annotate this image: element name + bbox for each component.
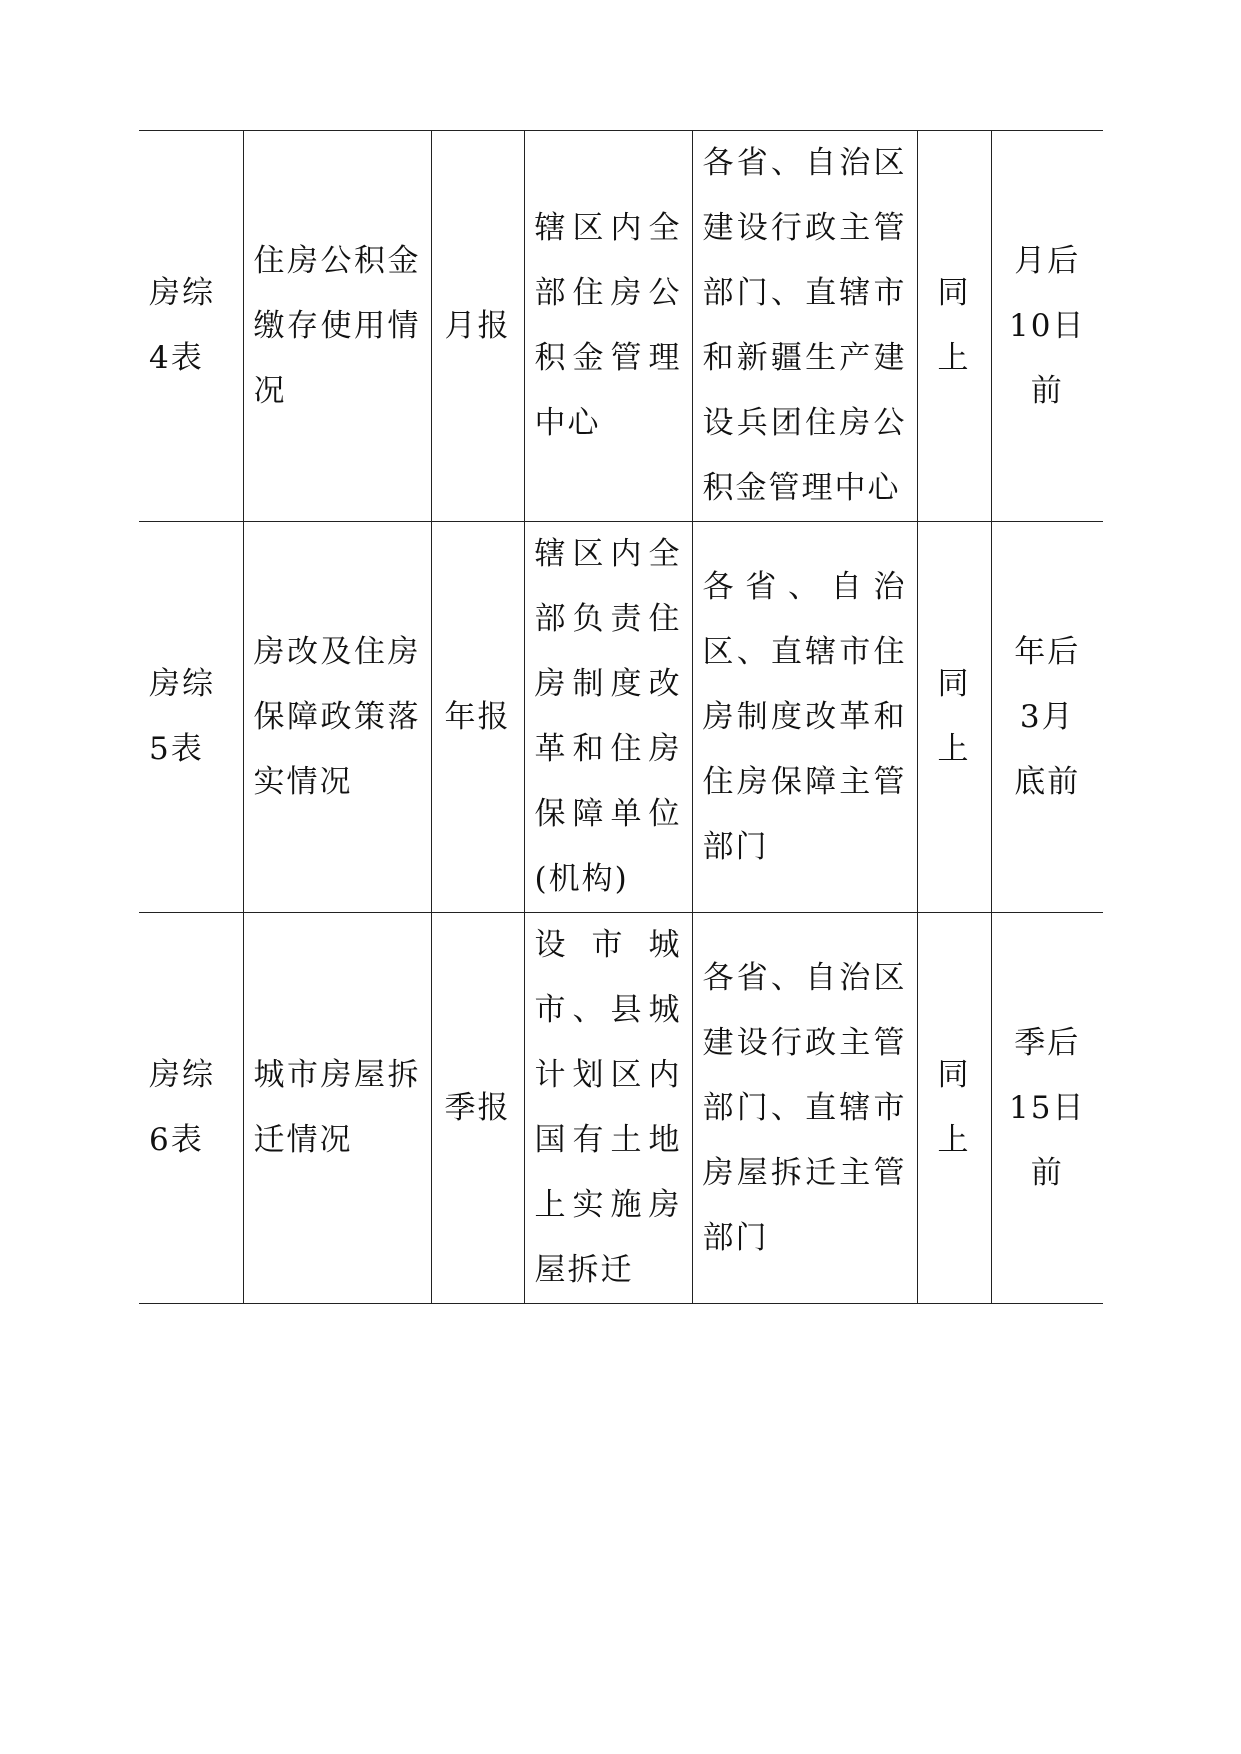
frequency-cell: [431, 913, 524, 1304]
form-name-cell: [243, 913, 431, 1304]
deadline-cell: [991, 522, 1103, 913]
deadline: 年后 3月 底前: [1014, 633, 1081, 800]
reporter-cell: [692, 131, 917, 522]
frequency: 月报: [444, 307, 511, 344]
form-code: 房综 4表: [149, 275, 215, 376]
deadline-cell: [991, 913, 1103, 1304]
deadline: 季后 15日 前: [1009, 1024, 1086, 1191]
scope-cell: [524, 522, 692, 913]
receiver: 同上: [937, 1057, 971, 1158]
deadline-cell: [991, 131, 1103, 522]
receiver-cell: [917, 131, 991, 522]
form-name-cell: [243, 522, 431, 913]
receiver-cell: [917, 913, 991, 1304]
frequency-cell: [431, 522, 524, 913]
frequency: 季报: [444, 1089, 511, 1126]
scope: 辖区内全部负责住房制度改革和住房保障单位(机构): [534, 536, 682, 897]
receiver: 同上: [937, 275, 971, 376]
receiver-cell: [917, 522, 991, 913]
scope: 辖区内全部住房公积金管理中心: [534, 210, 682, 441]
reporter-cell: [692, 522, 917, 913]
report-table: [139, 130, 1103, 1304]
form-name-cell: [243, 131, 431, 522]
frequency: 年报: [444, 698, 511, 735]
form-name: 房改及住房保障政策落实情况: [253, 633, 421, 800]
reporter: 各省、自治区建设行政主管部门、直辖市房屋拆迁主管部门: [702, 959, 907, 1256]
form-code: 房综 6表: [149, 1057, 215, 1158]
form-code-cell: [139, 522, 243, 913]
deadline: 月后 10日 前: [1009, 242, 1086, 409]
form-code-cell: [139, 913, 243, 1304]
reporter: 各省、自治区建设行政主管部门、直辖市和新疆生产建设兵团住房公积金管理中心: [702, 145, 907, 506]
table-row: [139, 522, 1103, 913]
form-name: 城市房屋拆迁情况: [253, 1057, 421, 1158]
scope-cell: [524, 913, 692, 1304]
scope: 设市城市、县城计划区内国有土地上实施房屋拆迁: [534, 927, 682, 1288]
receiver: 同上: [937, 666, 971, 767]
form-code-cell: [139, 131, 243, 522]
scope-cell: [524, 131, 692, 522]
frequency-cell: [431, 131, 524, 522]
reporter: 各省、自治区、直辖市住房制度改革和住房保障主管部门: [702, 568, 907, 865]
form-name: 住房公积金缴存使用情况: [253, 242, 421, 409]
form-code: 房综 5表: [149, 666, 215, 767]
table-row: [139, 131, 1103, 522]
reporter-cell: [692, 913, 917, 1304]
table-row: [139, 913, 1103, 1304]
